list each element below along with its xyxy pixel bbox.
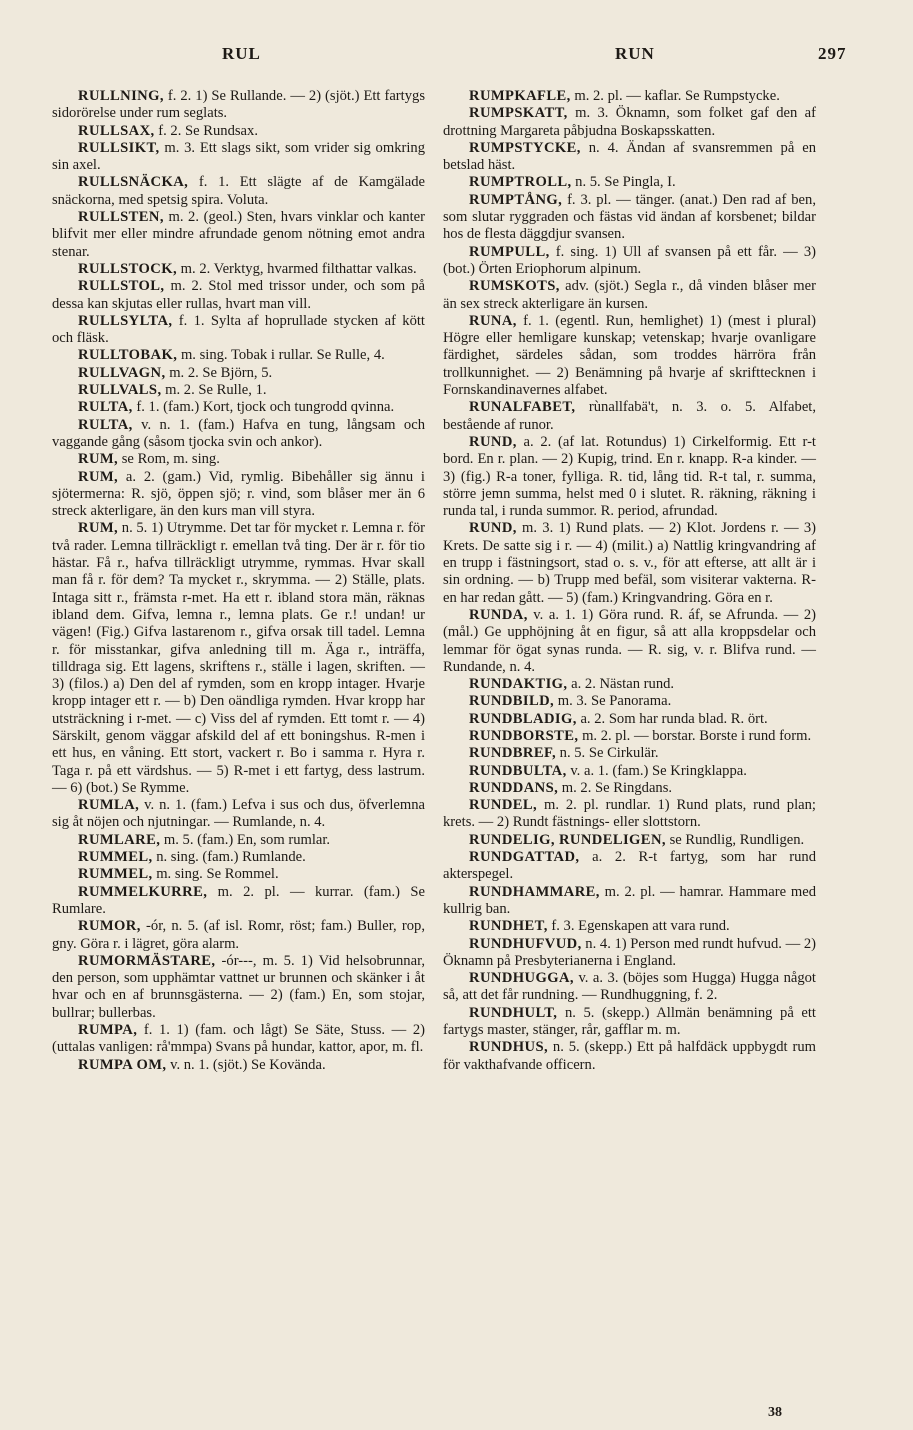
entry-headword: RUND, xyxy=(469,433,517,450)
dictionary-entry xyxy=(443,607,816,676)
dictionary-entry xyxy=(52,884,425,919)
entry-definition: m. 2. Se Björn, 5. xyxy=(165,364,273,381)
entry-headword: RUNDHET, xyxy=(469,918,548,935)
entry-definition: v. n. 1. (fam.) Lefva i sus och dus, öfverlemna sig åt nöjen och njutningar. — Rumlande, n. 4. xyxy=(52,797,425,831)
dictionary-entry xyxy=(443,140,816,175)
entry-headword: RUMPTROLL, xyxy=(469,174,572,191)
entry-headword: RUMOR, xyxy=(78,918,141,935)
entry-definition: rùnallfabä't, n. 3. o. 5. Alfabet, bestående af runor. xyxy=(443,399,816,433)
dictionary-entry xyxy=(52,469,425,521)
entry-definition: m. 3. Ett slags sikt, som vrider sig omkring sin axel. xyxy=(52,139,425,174)
running-head-center: RUN xyxy=(615,44,655,63)
dictionary-entry xyxy=(443,797,816,832)
entry-definition: m. 2. pl. — kurrar. (fam.) Se Rumlare. xyxy=(52,883,425,917)
entry-headword: RUNDHUS, xyxy=(469,1039,549,1056)
entry-definition: v. a. 3. (böjes som Hugga) Hugga något så, att det får rundning. — Rundhuggning, f. 2. xyxy=(443,970,816,1004)
dictionary-entry xyxy=(52,451,425,468)
entry-definition: se Rundlig, Rundligen. xyxy=(665,831,805,848)
entry-definition: v. a. 1. (fam.) Se Kringklappa. xyxy=(566,762,747,779)
entry-definition: n. 4. 1) Person med rundt hufvud. — 2) Öknamn på Presbyterianerna i England. xyxy=(443,935,816,969)
entry-headword: RUMPULL, xyxy=(469,243,550,260)
dictionary-entry xyxy=(443,676,816,693)
entry-definition: v. a. 1. 1) Göra rund. R. áf, se Afrunda. — 2) (mål.) Ge upphöjning åt en figur, så att alla kroppsdelar och lemmar för ögat synas runda. — R. sig, v. r. Blifva rund. — Rundande, n. 4. xyxy=(443,606,816,675)
entry-headword: RUM, xyxy=(78,451,119,468)
entry-definition: n. 5. (skepp.) Ett på halfdäck uppbygdt rum för vakthafvande officern. xyxy=(443,1039,816,1073)
entry-definition: f. sing. 1) Ull af svansen på ett får. — 3) (bot.) Örten Eriophorum alpinum. xyxy=(443,243,816,277)
entry-definition: n. 5. (skepp.) Allmän benämning på ett fartygs master, stänger, rår, gafflar m. m. xyxy=(443,1004,816,1039)
dictionary-entry xyxy=(443,693,816,710)
entry-headword: RUMMEL, xyxy=(78,849,153,866)
entry-headword: RUMPSTYCKE, xyxy=(469,139,581,156)
entry-headword: RULLSYLTA, xyxy=(78,312,173,329)
entry-definition: m. 2. pl. — borstar. Borste i rund form. xyxy=(578,727,812,744)
dictionary-entry xyxy=(443,884,816,919)
dictionary-entry xyxy=(443,174,816,191)
entry-headword: RUM, xyxy=(78,468,119,485)
entry-definition: -ór, n. 5. (af isl. Romr, röst; fam.) Buller, rop, gny. Göra r. i lägret, göra alarm. xyxy=(52,918,425,952)
entry-definition: m. 3. 1) Rund plats. — 2) Klot. Jordens r. — 3) Krets. De satte sig i r. — 4) (milit.) a) Nattlig kringvandring af en trupp i fästningsort, stad o. s. v., för att efterse, att allt är i sin ordning. — b) Trupp med befäl, som visiterar vakterna. R-en har redan gått. — 5) (fam.) Kringvandring. Göra en r. xyxy=(443,520,816,606)
dictionary-entry xyxy=(52,174,425,209)
entry-definition: n. 5. Se Cirkulär. xyxy=(556,745,659,762)
entry-headword: RULLSTOL, xyxy=(78,278,165,295)
entry-definition: m. sing. Tobak i rullar. Se Rulle, 4. xyxy=(177,347,385,364)
dictionary-entry xyxy=(52,953,425,1022)
entry-headword: RUNDDANS, xyxy=(469,779,559,796)
dictionary-entry xyxy=(52,209,425,261)
dictionary-entry xyxy=(52,520,425,797)
entry-headword: RUMSKOTS, xyxy=(469,278,560,295)
entry-definition: a. 2. R-t fartyg, som har rund akterspegel. xyxy=(443,849,816,883)
entry-headword: RUNALFABET, xyxy=(469,399,576,416)
entry-headword: RULLSTOCK, xyxy=(78,260,178,277)
dictionary-entry xyxy=(52,918,425,953)
right-column xyxy=(443,88,816,1074)
dictionary-entry xyxy=(52,832,425,849)
entry-definition: v. n. 1. (sjöt.) Se Kovända. xyxy=(166,1056,326,1073)
dictionary-entry xyxy=(443,1005,816,1040)
entry-headword: RUNDELIG, RUNDELIGEN, xyxy=(469,831,666,848)
entry-headword: RUNDA, xyxy=(469,606,528,623)
entry-headword: RUNDEL, xyxy=(469,797,538,814)
entry-definition: f. 3. pl. — tänger. (anat.) Den rad af ben, som slutar ryggraden och fästas vid ändan af korsbenet; bildar hos de flesta däggdjur svansen. xyxy=(443,191,816,243)
entry-headword: RUNDBULTA, xyxy=(469,762,567,779)
entry-headword: RULLTOBAK, xyxy=(78,347,178,364)
dictionary-entry xyxy=(52,417,425,452)
entry-definition: a. 2. (af lat. Rotundus) 1) Cirkelformig. Ett r-t bord. En r. plan. — 2) Kupig, trind. En r. knapp. R-a kinder. — 3) (fig.) R-a toner, fylliga. R. tid, lång tid. R-t tal, r. summa, större jemn summa, helst med 0 i slutet. R. räkning, räkning i runda tal, i runda summor. R. period, afrundad. xyxy=(443,433,816,520)
entry-headword: RUMORMÄSTARE, xyxy=(78,952,216,969)
entry-headword: RUMPSKATT, xyxy=(469,105,568,122)
dictionary-entry xyxy=(52,261,425,278)
dictionary-entry xyxy=(443,745,816,762)
entry-headword: RUNDBREF, xyxy=(469,745,556,762)
running-head-left: RUL xyxy=(222,44,261,63)
dictionary-entry xyxy=(443,244,816,279)
dictionary-entry xyxy=(443,192,816,244)
entry-definition: a. 2. Som har runda blad. R. ört. xyxy=(576,710,768,727)
dictionary-entry xyxy=(52,399,425,416)
entry-definition: se Rom, m. sing. xyxy=(118,451,220,468)
dictionary-entry xyxy=(443,88,816,105)
dictionary-entry xyxy=(443,728,816,745)
entry-headword: RUNDBILD, xyxy=(469,693,555,710)
entry-definition: v. n. 1. (fam.) Hafva en tung, långsam och vaggande gång (såsom tjocka svin och ankor). xyxy=(52,416,425,450)
entry-headword: RUNDBLADIG, xyxy=(469,710,577,727)
dictionary-entry xyxy=(52,140,425,175)
entry-definition: f. 1. Sylta af hoprullade stycken af kött och fläsk. xyxy=(52,312,425,347)
entry-definition: f. 2. Se Rundsax. xyxy=(154,122,258,139)
dictionary-entry xyxy=(52,797,425,832)
signature-mark: 38 xyxy=(768,1405,782,1420)
entry-headword: RUNDHULT, xyxy=(469,1004,558,1021)
entry-definition: f. 1. (fam.) Kort, tjock och tungrodd qvinna. xyxy=(132,399,395,416)
entry-definition: f. 1. 1) (fam. och lågt) Se Säte, Stuss. — 2) (uttalas vanligen: rå'mmpa) Svans på hundar, kattor, apor, m. fl. xyxy=(52,1022,425,1056)
left-column xyxy=(52,88,425,1074)
dictionary-entry xyxy=(443,918,816,935)
entry-headword: RUMPA, xyxy=(78,1022,138,1039)
entry-definition: n. 5. 1) Utrymme. Det tar för mycket r. Lemna r. för två rader. Lemna tillräckligt r. emellan två ting. Der är r. för tio hästar. Få r., hafva tillräckligt utrymme, rymmas. Hvar skall man få r. för dem? Ta mycket r., skrymma. — 2) Ställe, plats. Intaga sitt r., främsta r-met. Ha ett r. ibland stora män, räknas ibland dem. Gifva, lemna r., lemna plats. Ge r.! undan! ur vägen! (Fig.) Gifva lastarenom r., gifva orsak till tadel. Lemna r. för misstankar, gifva anledning till m. Äga r., inträffa, tilldraga sig. Ett lagens, skriftens r., ställe i lagen, skriften. — 3) (filos.) a) Den del af rymden, som en kropp intager. Hvarje kropp intager ett r. — b) Den oändliga rymden. Hvar kropp har utsträckning i r-met. — c) Viss del af rymden. Ett tomt r. — 4) Särskilt, genom väggar afskild del af ett boningshus. R-men i ett hus, en våning. Ett stort, vackert r. Bo i samma r. Hyra r. Taga r. på ett värdshus. — 5) R-met i ett fartyg, dess lastrum. — 6) (bot.) Se Rymme. xyxy=(52,520,425,796)
entry-headword: RUNDHUGGA, xyxy=(469,970,574,987)
dictionary-entry xyxy=(52,278,425,313)
entry-definition: f. 3. Egenskapen att vara rund. xyxy=(547,918,730,935)
entry-headword: RULLNING, xyxy=(78,88,164,104)
entry-definition: m. 2. pl. — hamrar. Hammare med kullrig ban. xyxy=(443,883,816,917)
dictionary-entry xyxy=(52,382,425,399)
dictionary-entry xyxy=(52,365,425,382)
entry-definition: n. 5. Se Pingla, I. xyxy=(571,174,676,191)
entry-definition: a. 2. Nästan rund. xyxy=(567,676,675,693)
entry-headword: RUMPTÅNG, xyxy=(469,191,563,208)
entry-headword: RUMMEL, xyxy=(78,866,153,883)
entry-headword: RUNA, xyxy=(469,312,517,329)
entry-headword: RULTA, xyxy=(78,416,133,433)
entry-definition: m. 2. pl. — kaflar. Se Rumpstycke. xyxy=(570,88,780,104)
entry-definition: a. 2. (gam.) Vid, rymlig. Bibehåller sig ännu i sjötermerna: R. sjö, öppen sjö; r. vind, som blåser mer än 6 streck akterligare, än den kurs man vill styra. xyxy=(52,468,425,520)
entry-headword: RULTA, xyxy=(78,399,133,416)
entry-definition: m. sing. Se Rommel. xyxy=(152,866,279,883)
dictionary-entry xyxy=(52,347,425,364)
entry-headword: RUMMELKURRE, xyxy=(78,883,208,900)
entry-definition: f. 1. (egentl. Run, hemlighet) 1) (mest i plural) Högre eller hemligare kunskap; vetenskap; hvarje ovanligare färdighet, särdeles sådan, som troddes härröra från trollkunnighet. — 2) Benämning på hvarje af skrifttecknen i Fornskandinavernes alfabet. xyxy=(443,312,816,399)
dictionary-entry xyxy=(443,780,816,797)
entry-headword: RUNDHAMMARE, xyxy=(469,883,600,900)
dictionary-entry xyxy=(52,866,425,883)
entry-headword: RULLSTEN, xyxy=(78,209,164,226)
entry-headword: RUNDAKTIG, xyxy=(469,676,568,693)
entry-headword: RUNDBORSTE, xyxy=(469,727,579,744)
entry-definition: m. 3. Se Panorama. xyxy=(554,693,672,710)
dictionary-entry xyxy=(443,399,816,434)
entry-definition: m. 2. Verktyg, hvarmed filthattar valkas. xyxy=(177,260,417,277)
entry-definition: f. 2. 1) Se Rullande. — 2) (sjöt.) Ett fartygs sidorörelse under rum seglats. xyxy=(52,88,425,122)
entry-definition: adv. (sjöt.) Segla r., då vinden blåser mer än sex streck akterligare än kursen. xyxy=(443,278,816,312)
entry-headword: RULLSIKT, xyxy=(78,139,160,156)
dictionary-entry xyxy=(52,849,425,866)
dictionary-entry xyxy=(443,520,816,606)
dictionary-entry xyxy=(443,711,816,728)
entry-definition: m. 3. Öknamn, som folket gaf den af drottning Margareta påbjudna Boskapsskatten. xyxy=(443,105,816,139)
dictionary-entry xyxy=(443,970,816,1005)
dictionary-entry xyxy=(52,88,425,123)
entry-headword: RUND, xyxy=(469,520,517,537)
dictionary-entry xyxy=(443,278,816,313)
entry-headword: RUNDHUFVUD, xyxy=(469,935,582,952)
dictionary-entry xyxy=(443,434,816,520)
dictionary-entry xyxy=(443,105,816,140)
entry-headword: RUMLA, xyxy=(78,797,140,814)
page-number: 297 xyxy=(818,44,847,63)
entry-headword: RULLSAX, xyxy=(78,122,155,139)
entry-definition: m. 5. (fam.) En, som rumlar. xyxy=(160,831,331,848)
entry-definition: m. 2. pl. rundlar. 1) Rund plats, rund plan; krets. — 2) Rundt fästnings- eller slottstorn. xyxy=(443,797,816,831)
dictionary-entry xyxy=(52,313,425,348)
entry-headword: RUMPKAFLE, xyxy=(469,88,571,104)
dictionary-entry xyxy=(443,1039,816,1074)
entry-definition: m. 2. Stol med trissor under, och som på dessa kan skjutas eller rullas, hvart man vill. xyxy=(52,278,425,312)
entry-definition: m. 2. Se Ringdans. xyxy=(558,779,673,796)
entry-headword: RUMLARE, xyxy=(78,831,161,848)
dictionary-entry xyxy=(443,313,816,399)
entry-definition: n. sing. (fam.) Rumlande. xyxy=(152,849,306,866)
dictionary-entry xyxy=(52,1057,425,1074)
entry-headword: RUNDGATTAD, xyxy=(469,849,580,866)
entry-headword: RULLVAGN, xyxy=(78,364,166,381)
dictionary-entry xyxy=(443,936,816,971)
dictionary-entry xyxy=(443,763,816,780)
dictionary-entry xyxy=(52,1022,425,1057)
entry-definition: m. 2. Se Rulle, 1. xyxy=(161,382,267,399)
dictionary-entry xyxy=(52,123,425,140)
entry-definition: f. 1. Ett slägte af de Kamgälade snäckorna, med spetsig spira. Voluta. xyxy=(52,174,425,208)
dictionary-entry xyxy=(443,832,816,849)
entry-definition: m. 2. (geol.) Sten, hvars vinklar och kanter blifvit mer eller mindre afrundade genom nötning emot andra stenar. xyxy=(52,209,425,260)
entry-headword: RULLSNÄCKA, xyxy=(78,174,189,191)
entry-definition: n. 4. Ändan af svansremmen på en betslad häst. xyxy=(443,139,816,174)
dictionary-entry xyxy=(443,849,816,884)
entry-definition: -ór---, m. 5. 1) Vid helsobrunnar, den person, som upphämtar vattnet ur brunnen och skänker i åt hvar och en af brunnsgästerna. — 2) (fam.) En, som stojar, bullrar; bullerbas. xyxy=(52,952,425,1021)
entry-headword: RULLVALS, xyxy=(78,382,162,399)
entry-headword: RUMPA OM, xyxy=(78,1056,167,1073)
entry-headword: RUM, xyxy=(78,520,119,537)
